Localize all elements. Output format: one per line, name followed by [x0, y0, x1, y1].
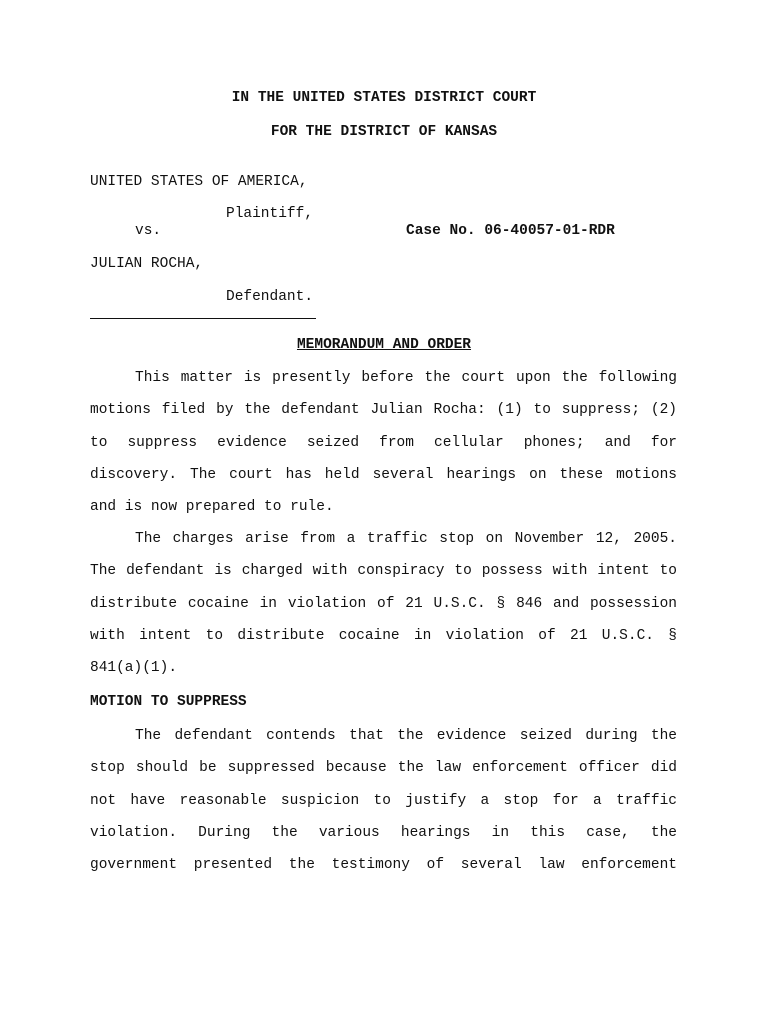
section-heading: MOTION TO SUPPRESS	[90, 694, 247, 710]
paragraph-line: discovery. The court has held several hearings on these motions	[90, 466, 677, 483]
charges-paragraph	[90, 523, 677, 684]
paragraph-line: violation. During the various hearings in this case, the	[90, 824, 677, 841]
paragraph-line: motions filed by the defendant Julian Rocha: (1) to suppress; (2)	[90, 402, 677, 419]
caption-divider	[90, 318, 316, 319]
paragraph-line: distribute cocaine in violation of 21 U.S.C. § 846 and possession	[90, 595, 677, 612]
paragraph-line: government presented the testimony of several law enforcement	[90, 857, 677, 874]
paragraph-line: The charges arise from a traffic stop on November 12, 2005.	[135, 531, 677, 547]
versus-label: vs.	[135, 223, 162, 239]
plaintiff-name: UNITED STATES OF AMERICA,	[90, 174, 308, 190]
plaintiff-role: Plaintiff,	[226, 206, 314, 222]
paragraph-line: to suppress evidence seized from cellular phones; and for	[90, 434, 677, 451]
defendant-name: JULIAN ROCHA,	[90, 256, 204, 272]
paragraph-line: not have reasonable suspicion to justify a stop for a traffic	[90, 792, 677, 809]
defendant-role: Defendant.	[226, 289, 314, 305]
court-name-heading: IN THE UNITED STATES DISTRICT COURT	[231, 90, 537, 106]
suppress-paragraph	[90, 720, 677, 881]
paragraph-line: The defendant is charged with conspiracy to possess with intent to	[90, 563, 677, 580]
paragraph-line: This matter is presently before the court upon the following	[135, 370, 677, 386]
paragraph-line: 841(a)(1).	[90, 660, 178, 677]
document-title: MEMORANDUM AND ORDER	[296, 337, 472, 353]
intro-paragraph	[90, 362, 677, 523]
district-heading: FOR THE DISTRICT OF KANSAS	[270, 124, 498, 140]
paragraph-line: The defendant contends that the evidence seized during the	[135, 728, 677, 744]
paragraph-line: with intent to distribute cocaine in violation of 21 U.S.C. §	[90, 627, 677, 644]
paragraph-line: and is now prepared to rule.	[90, 499, 334, 516]
case-number: Case No. 06-40057-01-RDR	[406, 223, 615, 239]
paragraph-line: stop should be suppressed because the law enforcement officer did	[90, 760, 677, 777]
